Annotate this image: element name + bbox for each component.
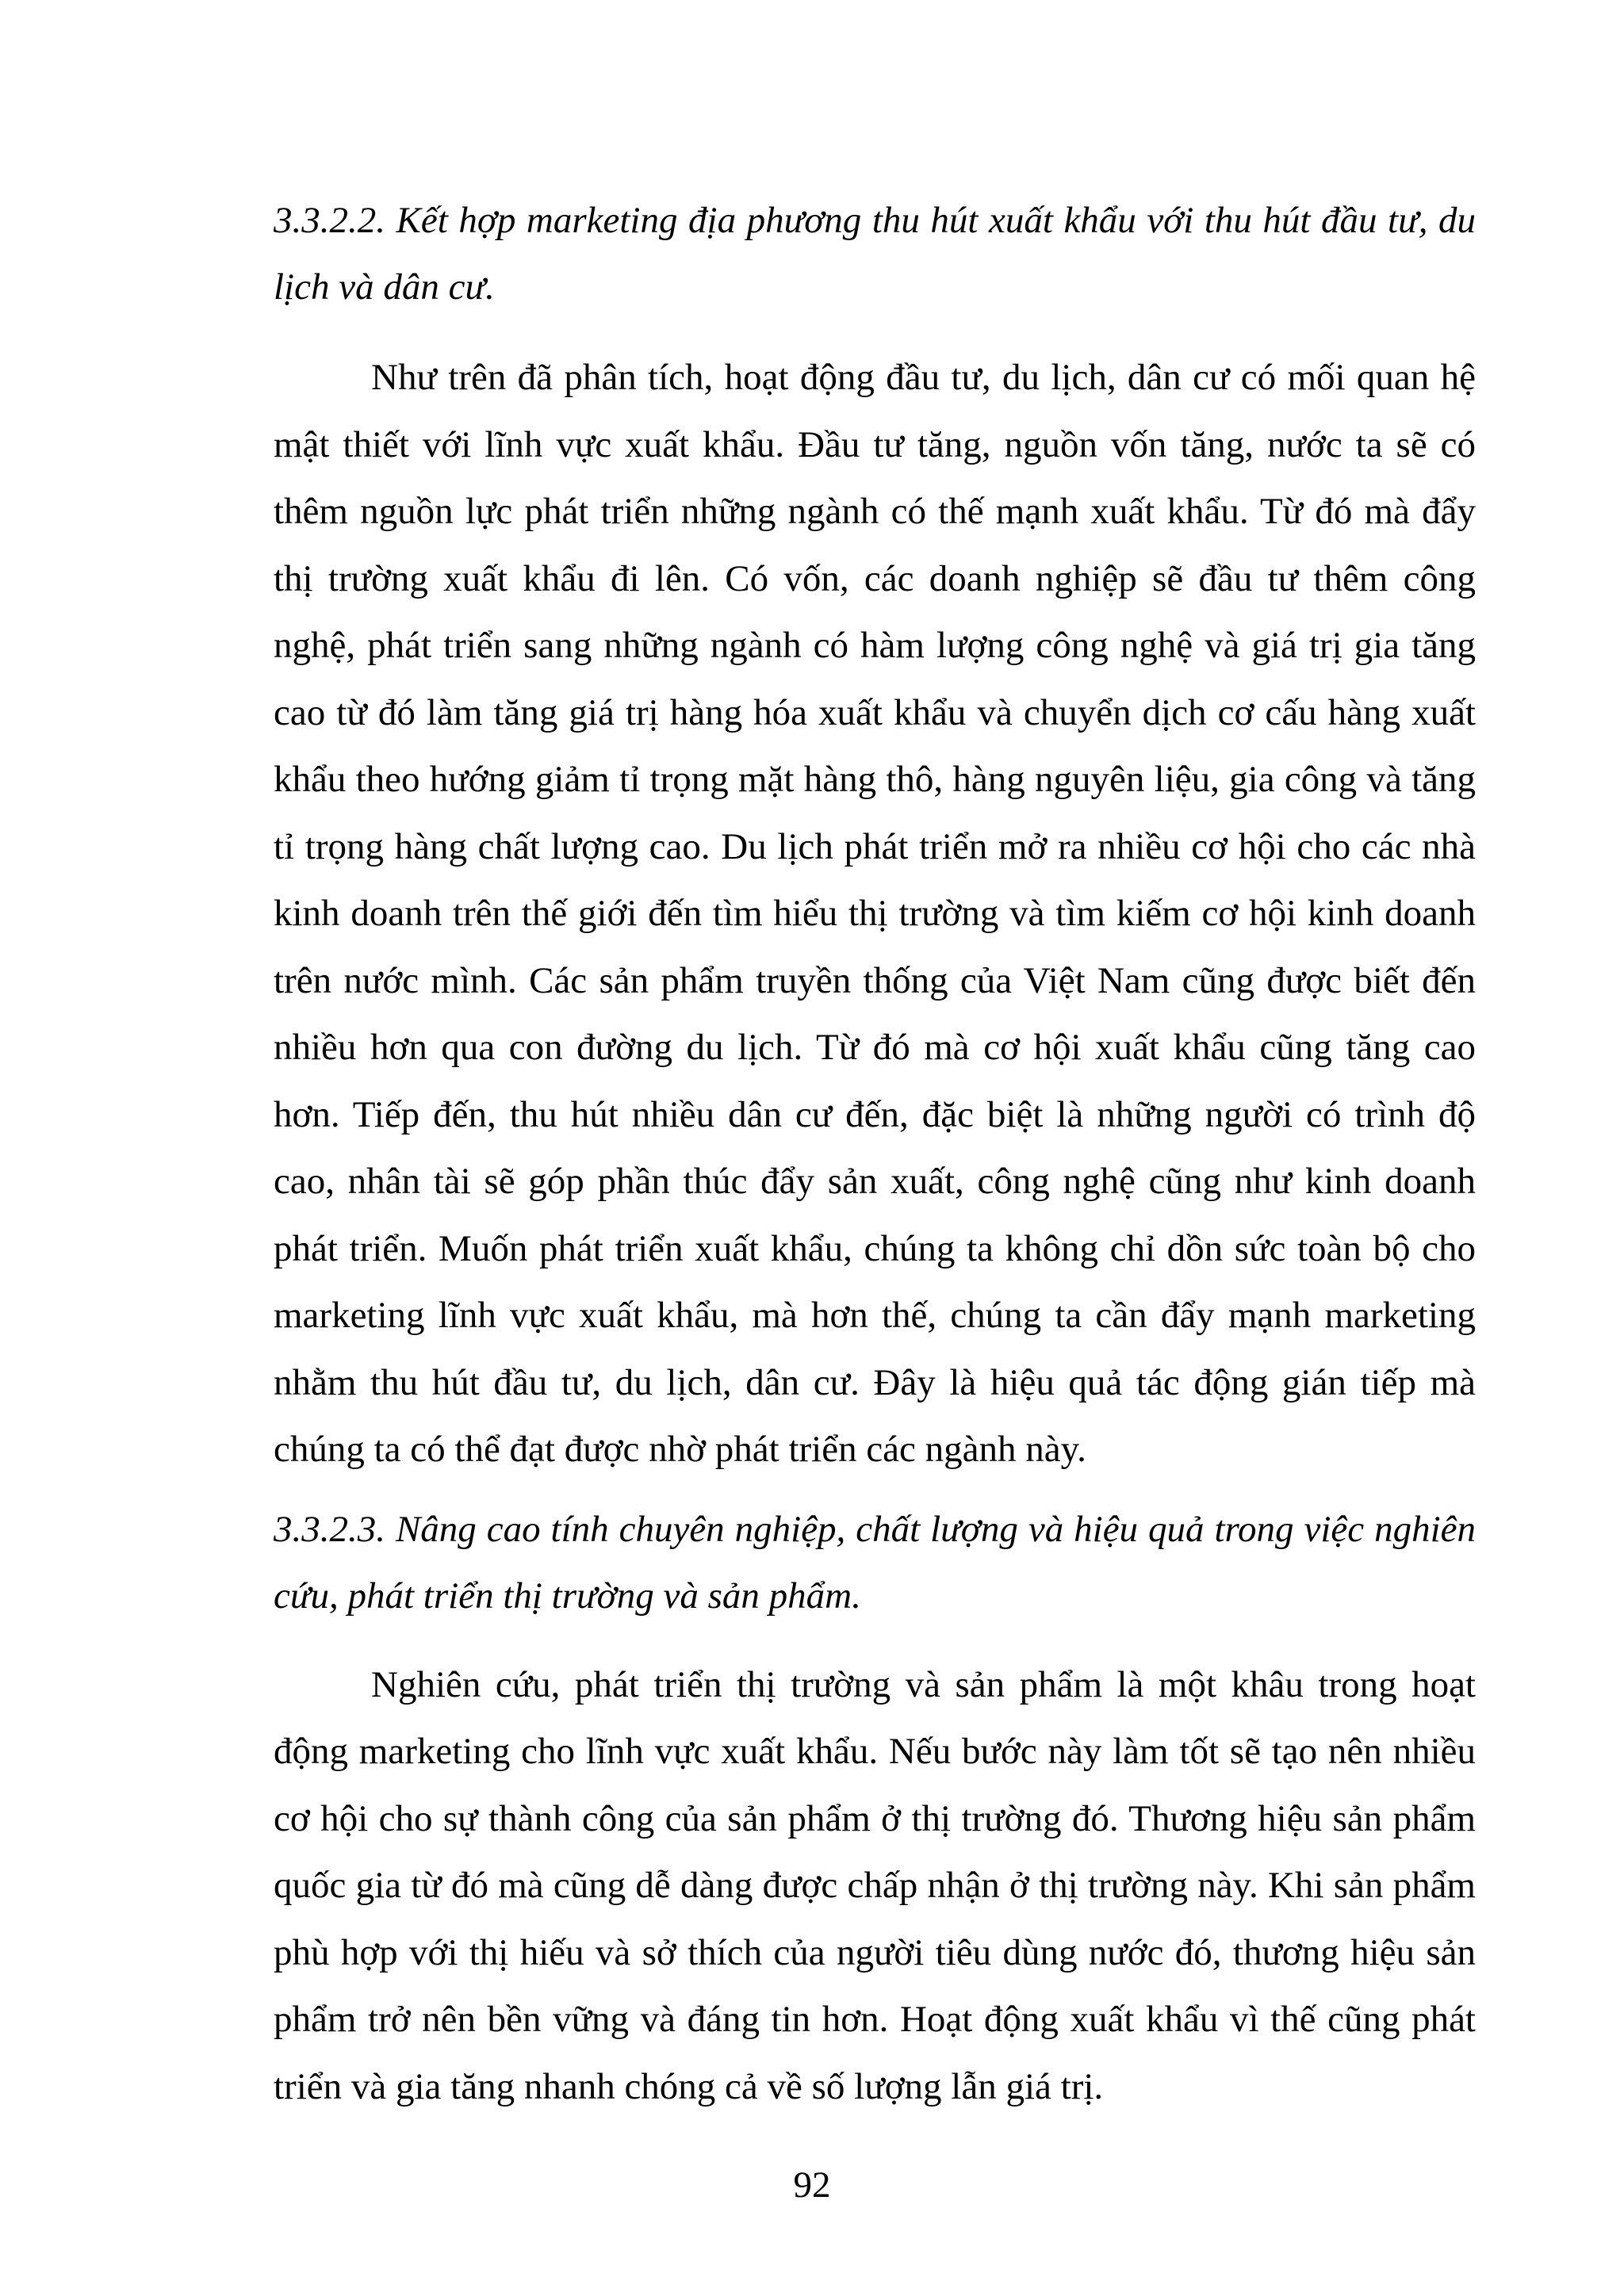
section-paragraph-3-3-2-2: Như trên đã phân tích, hoạt động đầu tư, du lịch, dân cư có mối quan hệ mật thiết với lĩnh vực xuất khẩu. Đầu tư tăng, nguồn vốn tăng, nước ta sẽ có thêm nguồn lực phát triển những ngành có thế mạnh xuất khẩu. Từ đó mà đẩy thị trường xuất khẩu đi lên. Có vốn, các doanh nghiệp sẽ đầu tư thêm công nghệ, phát triển sang những ngành có hàm lượng công nghệ và giá trị gia tăng cao từ đó làm tăng giá trị hàng hóa xuất khẩu và chuyển dịch cơ cấu hàng xuất khẩu theo hướng giảm tỉ trọng mặt hàng thô, hàng nguyên liệu, gia công và tăng tỉ trọng hàng chất lượng cao. Du lịch phát triển mở ra nhiều cơ hội cho các nhà kinh doanh trên thế giới đến tìm hiểu thị trường và tìm kiếm cơ hội kinh doanh trên nước mình. Các sản phẩm truyền thống của Việt Nam cũng được biết đến nhiều hơn qua con đường du lịch. Từ đó mà cơ hội xuất khẩu cũng tăng cao hơn. Tiếp đến, thu hút nhiều dân cư đến, đặc biệt là những người có trình độ cao, nhân tài sẽ góp phần thúc đẩy sản xuất, công nghệ cũng như kinh doanh phát triển. Muốn phát triển xuất khẩu, chúng ta không chỉ dồn sức toàn bộ cho marketing lĩnh vực xuất khẩu, mà hơn thế, chúng ta cần đẩy mạnh marketing nhằm thu hút đầu tư, du lịch, dân cư. Đây là hiệu quả tác động gián tiếp mà chúng ta có thể đạt được nhờ phát triển các ngành này.: [274, 357, 1476, 1470]
section-heading-3-3-2-3: 3.3.2.3. Nâng cao tính chuyên nghiệp, chất lượng và hiệu quả trong việc nghiên cứu, phát triển thị trường và sản phẩm.: [274, 1508, 1476, 1617]
section-heading-3-3-2-2: 3.3.2.2. Kết hợp marketing địa phương thu hút xuất khẩu với thu hút đầu tư, du lịch và dân cư.: [274, 200, 1476, 308]
page-number: 92: [793, 2164, 831, 2206]
section-paragraph-3-3-2-3: Nghiên cứu, phát triển thị trường và sản phẩm là một khâu trong hoạt động marketing cho lĩnh vực xuất khẩu. Nếu bước này làm tốt sẽ tạo nên nhiều cơ hội cho sự thành công của sản phẩm ở thị trường đó. Thương hiệu sản phẩm quốc gia từ đó mà cũng dễ dàng được chấp nhận ở thị trường này. Khi sản phẩm phù hợp với thị hiếu và sở thích của người tiêu dùng nước đó, thương hiệu sản phẩm trở nên bền vững và đáng tin hơn. Hoạt động xuất khẩu vì thế cũng phát triển và gia tăng nhanh chóng cả về số lượng lẫn giá trị.: [274, 1663, 1476, 2107]
document-page: [274, 187, 1476, 2120]
